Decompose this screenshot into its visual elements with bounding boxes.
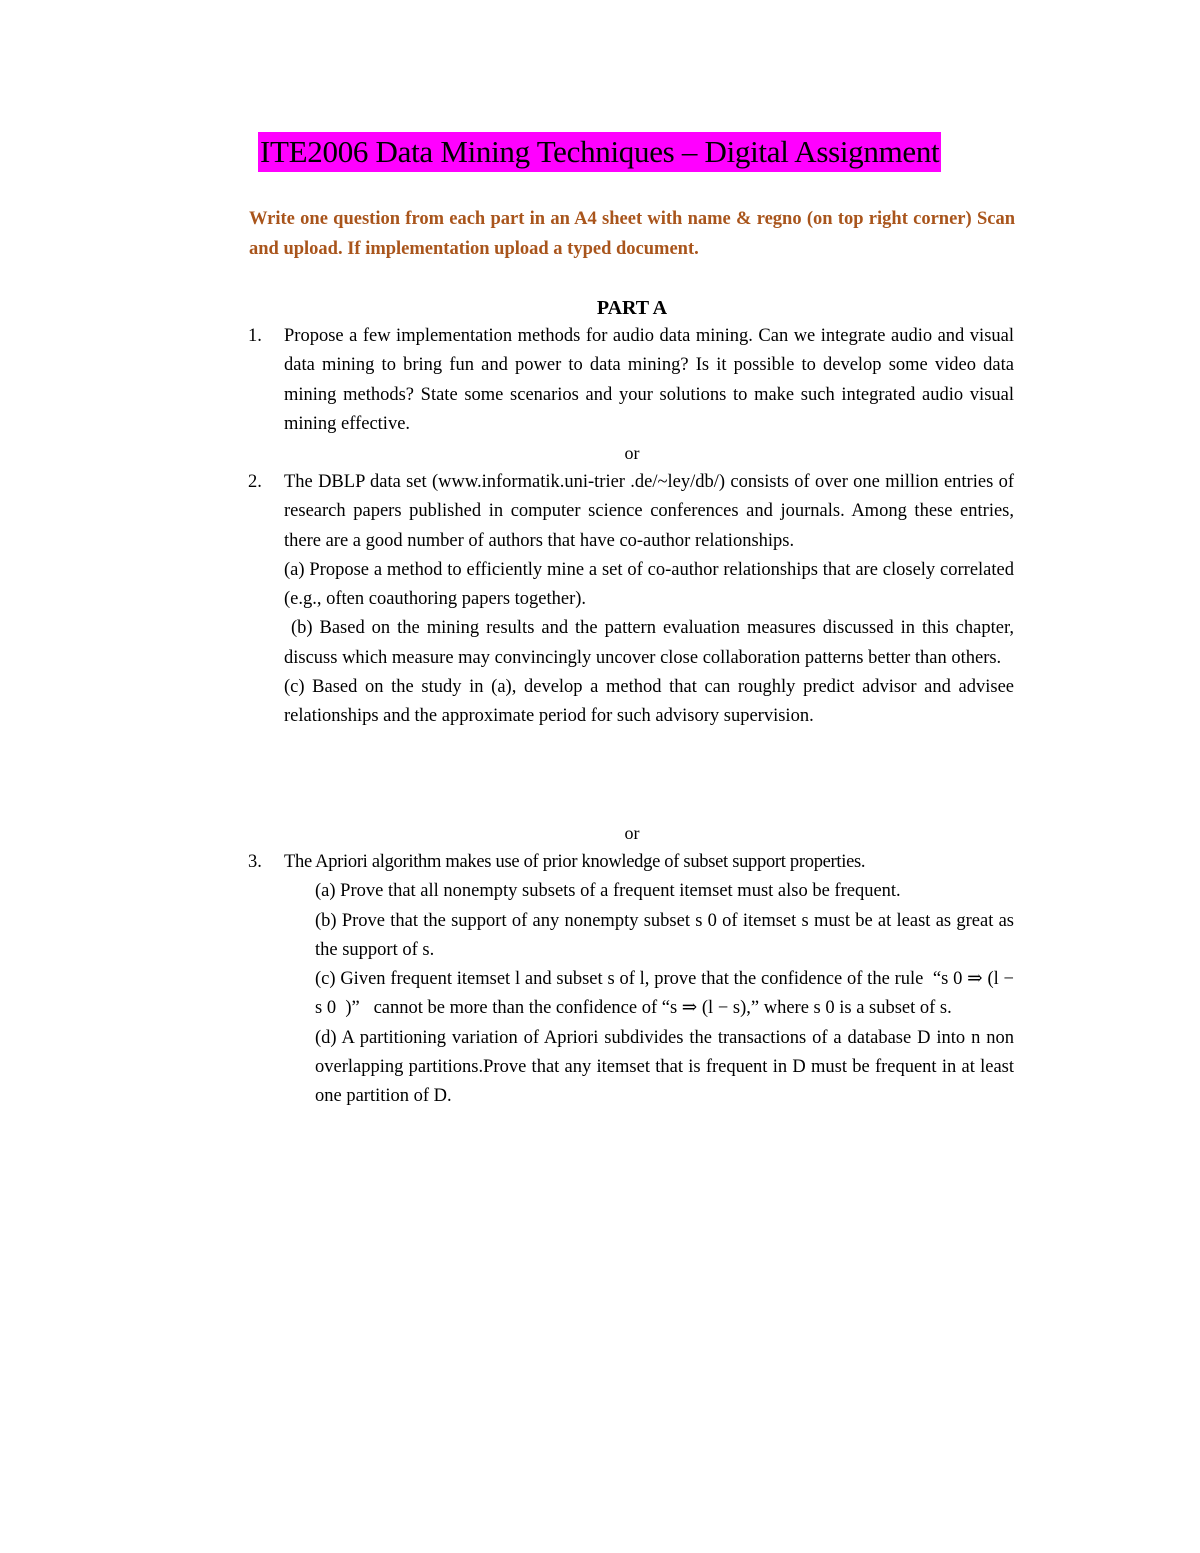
- document-title: ITE2006 Data Mining Techniques – Digital Assignment: [258, 132, 941, 172]
- question-text: Propose a few implementation methods for audio data mining. Can we integrate audio and visual data mining to bring fun and power to data mining? Is it possible to develop some video data mining methods? State some scenarios and your solutions to make such integrated audio visual mining effective.: [284, 326, 1014, 434]
- question-3: [248, 848, 1019, 1112]
- title-block: [258, 132, 1008, 172]
- question-part-b: (b) Based on the mining results and the pattern evaluation measures discussed in this chapter, discuss which measure may convincingly uncover close collaboration patterns better than others.: [284, 618, 1019, 668]
- or-separator: or: [624, 443, 640, 463]
- question-part-d: (d) A partitioning variation of Apriori subdivides the transactions of a database D into n non overlapping partitions.Prove that any itemset that is frequent in D must be frequent in at least one partition of D.: [315, 1027, 1014, 1107]
- question-part-c: (c) Based on the study in (a), develop a method that can roughly predict advisor and advisee relationships and the approximate period for such advisory supervision.: [284, 677, 1014, 727]
- question-part-c: (c) Given frequent itemset l and subset s of l, prove that the confidence of the rule “s 0 ⇒ (l − s 0 )” cannot be more than the confidence of “s ⇒ (l − s),” where s 0 is a subset of s.: [315, 969, 1019, 1019]
- or-separator: or: [624, 823, 640, 843]
- question-text: The DBLP data set (www.informatik.uni-trier .de/~ley/db/) consists of over one million entries of research papers published in computer science conferences and journals. Among these entries, there are a good number of authors that have co-author relationships.: [284, 472, 1014, 551]
- question-text: The Apriori algorithm makes use of prior knowledge of subset support properties.: [284, 852, 866, 872]
- question-number: 3.: [248, 852, 262, 872]
- question-part-a: (a) Propose a method to efficiently mine a set of co-author relationships that are closely correlated (e.g., often coauthoring papers together).: [284, 559, 1014, 610]
- question-3-parts: [315, 877, 1019, 1111]
- question-1: [248, 322, 1014, 439]
- question-part-a: (a) Prove that all nonempty subsets of a frequent itemset must also be frequent.: [315, 881, 901, 902]
- question-part-b: (b) Prove that the support of any nonempty subset s 0 of itemset s must be at least as great as the support of s.: [315, 910, 1014, 960]
- assignment-instructions: Write one question from each part in an A4 sheet with name & regno (on top right corner) Scan and upload. If implementation upload a typed document.: [249, 209, 1015, 259]
- question-number: 1.: [248, 326, 262, 346]
- question-2: [248, 468, 1019, 732]
- part-a-heading: PART A: [596, 297, 668, 319]
- question-number: 2.: [248, 472, 262, 492]
